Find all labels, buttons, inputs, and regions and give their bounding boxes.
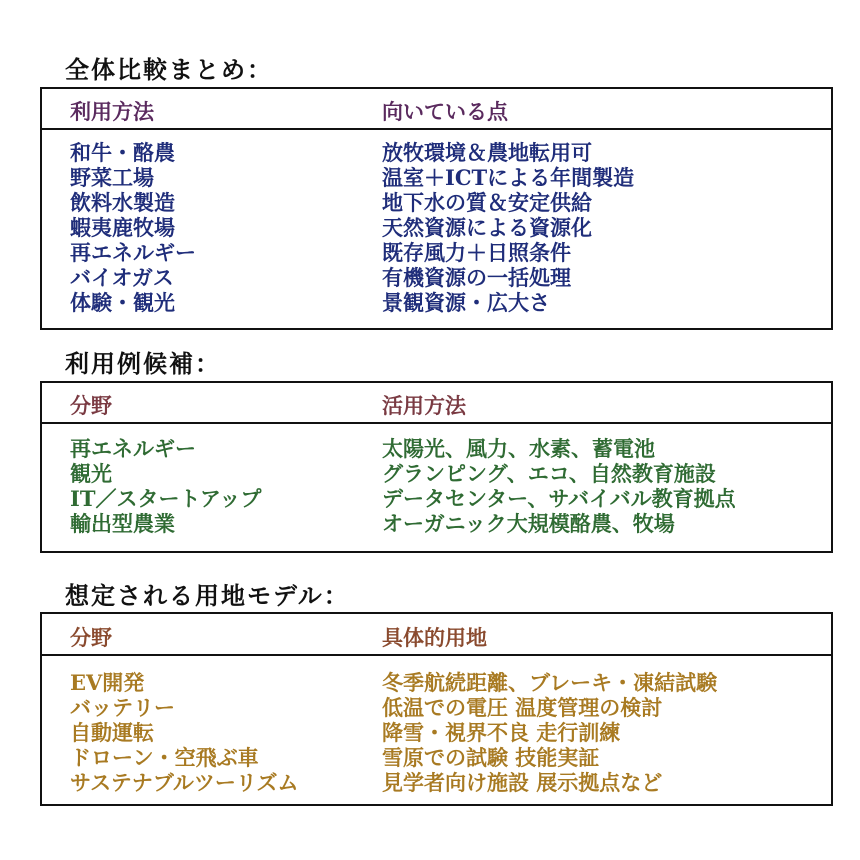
section-title-use-cases: 利用例候補： (65, 349, 221, 378)
field-cell: サステナブルツーリズム (70, 770, 299, 795)
col-header-field: 分野 (70, 393, 112, 418)
field-cell: 観光 (70, 461, 112, 486)
field-cell: 自動運転 (70, 720, 154, 745)
suitability-cell: 地下水の質＆安定供給 (382, 190, 592, 215)
usage-cell: バイオガス (70, 265, 174, 290)
table-row (42, 745, 831, 770)
site-models-table-header (42, 614, 831, 656)
specific-use-cell: 冬季航続距離、ブレーキ・凍結試験 (382, 670, 718, 695)
table-row (42, 461, 831, 486)
field-cell: バッテリー (70, 695, 175, 720)
suitability-cell: 天然資源による資源化 (382, 215, 592, 240)
suitability-cell: 景観資源・広大さ (382, 290, 550, 315)
suitability-cell: 既存風力＋日照条件 (382, 240, 571, 265)
col-header-suitability: 向いている点 (382, 99, 508, 124)
table-row (42, 770, 831, 795)
use-cases-table-body (42, 436, 831, 536)
method-cell: オーガニック大規模酪農、牧場 (382, 511, 675, 536)
specific-use-cell: 低温での電圧 温度管理の検討 (382, 695, 663, 720)
table-row (42, 165, 831, 190)
table-row (42, 190, 831, 215)
method-cell: グランピング、エコ、自然教育施設 (382, 461, 716, 486)
usage-cell: 飲料水製造 (70, 190, 175, 215)
col-header-specific-use: 具体的用地 (382, 625, 487, 650)
col-header-method: 活用方法 (382, 393, 466, 418)
usage-cell: 蝦夷鹿牧場 (70, 215, 175, 240)
usage-cell: 野菜工場 (70, 165, 154, 190)
summary-table-body (42, 140, 831, 315)
table-row (42, 720, 831, 745)
suitability-cell: 放牧環境＆農地転用可 (382, 140, 592, 165)
table-row (42, 436, 831, 461)
col-header-field: 分野 (70, 625, 112, 650)
table-row (42, 486, 831, 511)
table-row (42, 140, 831, 165)
suitability-cell: 有機資源の一括処理 (382, 265, 571, 290)
section-title-site-models: 想定される用地モデル： (65, 581, 350, 610)
usage-cell: 和牛・酪農 (70, 140, 175, 165)
table-row (42, 695, 831, 720)
col-header-usage: 利用方法 (70, 99, 154, 124)
table-row (42, 290, 831, 315)
site-models-table-body (42, 670, 831, 795)
method-cell: データセンター、サバイバル教育拠点 (382, 486, 736, 511)
table-row (42, 215, 831, 240)
use-cases-table-header (42, 383, 831, 424)
method-cell: 太陽光、風力、水素、蓄電池 (382, 436, 655, 461)
table-row (42, 670, 831, 695)
usage-cell: 体験・観光 (70, 290, 175, 315)
field-cell: ドローン・空飛ぶ車 (70, 745, 259, 770)
usage-cell: 再エネルギー (70, 240, 196, 265)
field-cell: IT／スタートアップ (70, 486, 262, 511)
table-row (42, 511, 831, 536)
section-title-summary: 全体比較まとめ： (65, 55, 273, 84)
field-cell: 輸出型農業 (70, 511, 175, 536)
suitability-cell: 温室＋ICTによる年間製造 (382, 165, 635, 190)
specific-use-cell: 見学者向け施設 展示拠点など (382, 770, 663, 795)
specific-use-cell: 降雪・視界不良 走行訓練 (382, 720, 621, 745)
field-cell: 再エネルギー (70, 436, 196, 461)
use-cases-table (40, 381, 833, 553)
field-cell: EV開発 (70, 670, 145, 695)
site-models-table (40, 612, 833, 806)
summary-table-header (42, 89, 831, 130)
table-row (42, 265, 831, 290)
summary-table (40, 87, 833, 330)
table-row (42, 240, 831, 265)
specific-use-cell: 雪原での試験 技能実証 (382, 745, 600, 770)
